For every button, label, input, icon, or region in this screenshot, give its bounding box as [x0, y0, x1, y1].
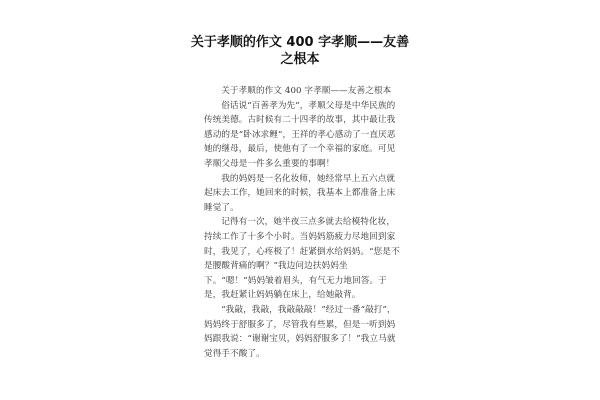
document-body [204, 84, 400, 361]
paragraph-intro: 俗话说“百善孝为先”，孝顺父母是中华民族的传统美德。古时候有二十四孝的故事，其中最让我感动的是“卧冰求鲤”，王祥的孝心感动了一直厌恶她的继母，最后，使他有了一个幸福的家庭。可见孝顺父母是一件多么重要的事啊！ [204, 100, 396, 169]
title-line-1: 关于孝顺的作文 400 字孝顺——友善 [190, 35, 410, 50]
paragraph-memory: 记得有一次，她半夜三点多就去给模特化妆，持续工作了十多个小时。当妈妈筋疲力尽地回到家时，我见了，心疼极了！赶紧倒水给妈妈。“您是不是腰酸背痛的啊？”我边问边扶妈妈坐下。“嗯！”妈妈皱着眉头，有气无力地回答。于是，我赶紧让妈妈躺在床上，给她敲背。 [204, 217, 400, 301]
document-title [190, 34, 410, 68]
paragraph-subtitle: 关于孝顺的作文 400 字孝顺——友善之根本 [221, 86, 392, 96]
paragraph-mother-job: 我的妈妈是一名化妆师，她经常早上五六点就起床去工作，她回来的时候，我基本上都准备上床睡觉了。 [204, 173, 396, 213]
title-line-2: 之根本 [280, 52, 320, 67]
paragraph-ending: “我敲，我敲，我敲敲敲！”经过一番“敲打”，妈妈终于舒服多了，尽管我有些累，但是一听到妈妈跟我说：“谢谢宝贝，妈妈舒服多了！”我立马就觉得手不酸了。 [204, 304, 396, 359]
